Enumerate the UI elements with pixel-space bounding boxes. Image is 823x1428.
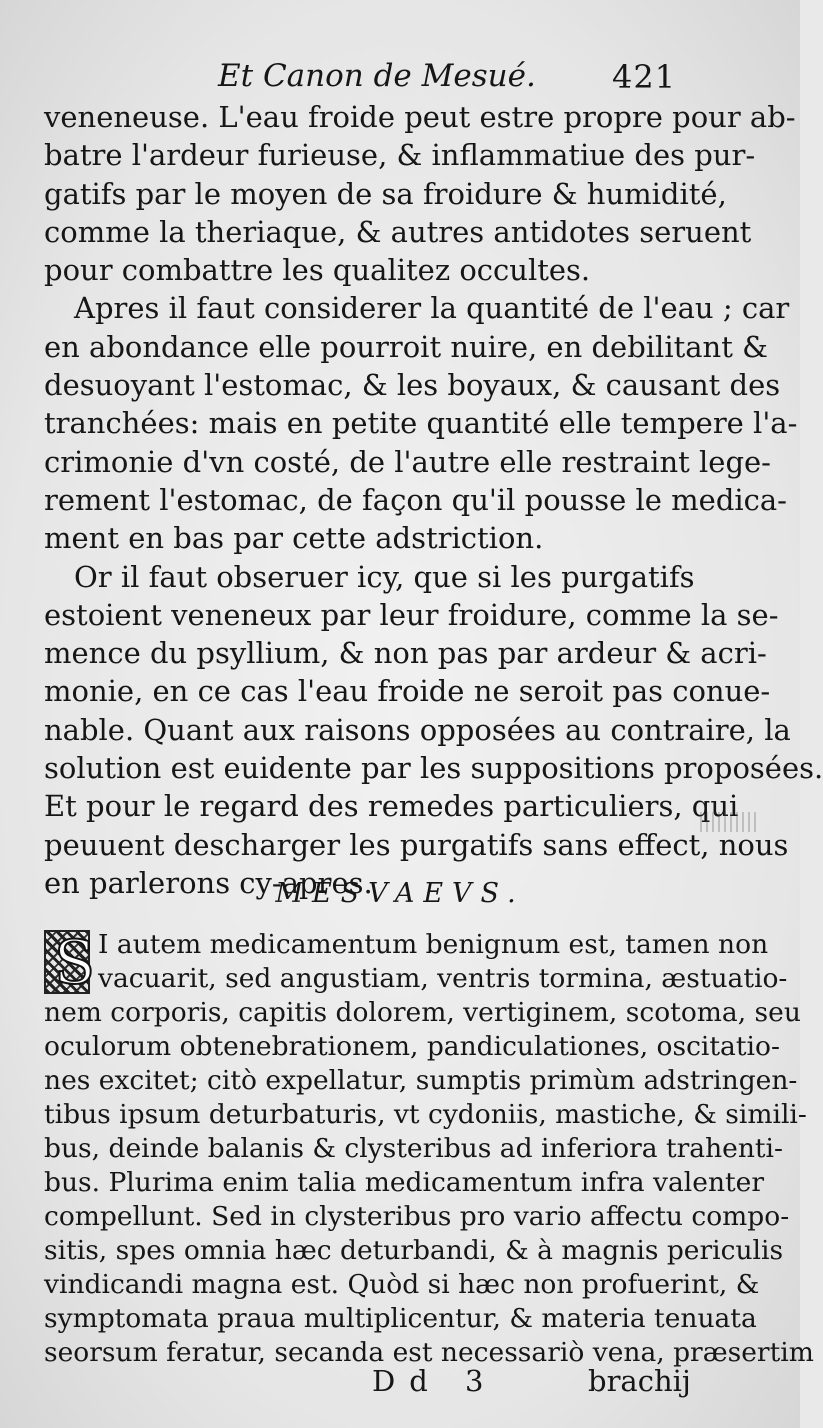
- text-line: ment en bas par cette adstriction.: [44, 521, 544, 556]
- text-line: desuoyant l'estomac, & les boyaux, & causant des: [44, 368, 781, 403]
- text-line: nable. Quant aux raisons opposées au contraire, la: [44, 712, 791, 747]
- text-line: crimonie d'vn costé, de l'autre elle restraint lege-: [44, 444, 771, 479]
- text-line: en parlerons cy-apres.: [44, 865, 373, 900]
- text-line: estoient veneneux par leur froidure, comme la se-: [44, 597, 779, 632]
- initial-letter: S: [54, 928, 96, 998]
- text-line: comme la theriaque, & autres antidotes seruent: [44, 214, 752, 249]
- text-line: nem corporis, capitis dolorem, vertiginem, scotoma, seu: [44, 997, 801, 1028]
- page-footer: [0, 1364, 800, 1404]
- french-commentary: [44, 98, 823, 902]
- text-line: monie, en ce cas l'eau froide ne seroit pas conue-: [44, 674, 771, 709]
- text-line: Or il faut obseruer icy, que si les purgatifs: [74, 559, 695, 594]
- text-line: I autem medicamentum benignum est, tamen non: [98, 929, 769, 960]
- text-line: Apres il faut considerer la quantité de l'eau ; car: [74, 291, 790, 326]
- text-line: bus, deinde balanis & clysteribus ad inferiora trahenti-: [44, 1133, 783, 1164]
- text-line: tranchées: mais en petite quantité elle tempere l'a-: [44, 406, 798, 441]
- page-header: [0, 52, 800, 98]
- text-line: bus. Plurima enim talia medicamentum infra valenter: [44, 1167, 765, 1198]
- text-line: veneneuse. L'eau froide peut estre propre pour ab-: [44, 100, 796, 134]
- text-line: Et pour le regard des remedes particuliers, qui: [44, 789, 739, 824]
- text-line: batre l'ardeur furieuse, & inflammatiue des pur-: [44, 138, 756, 173]
- catchword: brachij: [588, 1364, 691, 1398]
- text-line: mence du psyllium, & non pas par ardeur & acri-: [44, 636, 767, 671]
- text-line: tibus ipsum deturbaturis, vt cydoniis, mastiche, & simili-: [44, 1099, 807, 1130]
- text-line: symptomata praua multiplicentur, & materia tenuata: [44, 1303, 757, 1334]
- text-line: vacuarit, sed angustiam, ventris tormina, æstuatio-: [98, 963, 788, 994]
- text-line: peuuent descharger les purgatifs sans effect, nous: [44, 827, 789, 862]
- section-heading: MESVAEVS.: [275, 878, 525, 909]
- text-line: seorsum feratur, secanda est necessariò vena, præsertim: [44, 1337, 814, 1368]
- text-line: compellunt. Sed in clysteribus pro vario affectu compo-: [44, 1201, 790, 1232]
- running-title: Et Canon de Mesué.: [218, 58, 536, 94]
- text-line: nes excitet; citò expellatur, sumptis primùm adstringen-: [44, 1065, 798, 1096]
- text-line: pour combattre les qualitez occultes.: [44, 253, 591, 288]
- page-number: 421: [612, 58, 677, 96]
- signature-mark: Dd 3: [372, 1364, 498, 1398]
- text-line: sitis, spes omnia hæc deturbandi, & à magnis periculis: [44, 1235, 784, 1266]
- text-line: en abondance elle pourroit nuire, en debilitant &: [44, 329, 768, 364]
- text-line: gatifs par le moyen de sa froidure & humidité,: [44, 176, 727, 211]
- text-line: solution est euidente par les suppositions proposées.: [44, 751, 823, 786]
- margin-bleed-through: [700, 812, 760, 832]
- latin-text: [44, 928, 814, 1370]
- text-line: vindicandi magna est. Quòd si hæc non profuerint, &: [44, 1269, 760, 1300]
- text-line: rement l'estomac, de façon qu'il pousse le medica-: [44, 482, 787, 517]
- ornamental-initial: [44, 928, 96, 998]
- text-line: oculorum obtenebrationem, pandiculationes, oscitatio-: [44, 1031, 780, 1062]
